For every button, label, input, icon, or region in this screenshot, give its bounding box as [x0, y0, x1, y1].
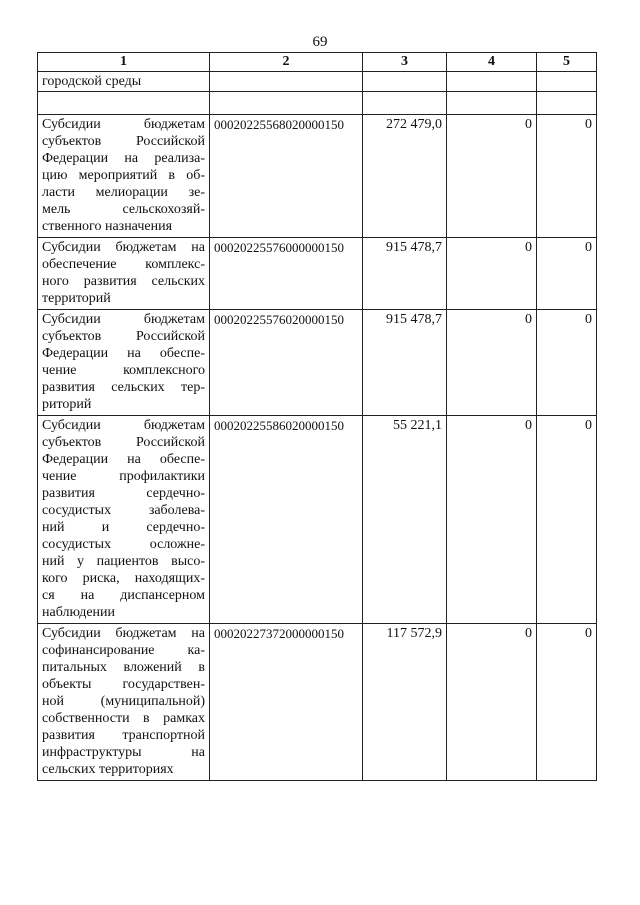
- column-5-value: 0: [537, 416, 597, 624]
- budget-code: 00020225568020000150: [210, 115, 363, 238]
- description-line: ственного назначения: [42, 219, 173, 234]
- header-row: [38, 53, 597, 72]
- description-line: Субсидии бюджетам на: [42, 240, 205, 255]
- budget-code: 00020225576020000150: [210, 310, 363, 416]
- description-line: ного развития сельских: [42, 274, 205, 289]
- description-line: территорий: [42, 291, 111, 306]
- table-row: [38, 115, 597, 238]
- description-line: мель сельскохозяй-: [42, 202, 205, 217]
- description-line: объекты государствен-: [42, 677, 205, 692]
- column-4-value: 0: [447, 238, 537, 310]
- description-line: субъектов Российской: [42, 134, 205, 149]
- column-4-value: 0: [447, 115, 537, 238]
- description-line: субъектов Российской: [42, 435, 205, 450]
- description-line: софинансирование ка-: [42, 643, 205, 658]
- description-line: чение профилактики: [42, 469, 205, 484]
- table-row: [38, 416, 597, 624]
- description-line: ний у пациентов высо-: [42, 554, 205, 569]
- description-line: цию мероприятий в об-: [42, 168, 205, 183]
- description-line: ласти мелиорации зе-: [42, 185, 205, 200]
- empty-cell: [537, 92, 597, 115]
- empty-cell: [363, 92, 447, 115]
- column-4-value: 0: [447, 416, 537, 624]
- empty-cell: [210, 72, 363, 92]
- continuation-row: [38, 72, 597, 92]
- column-5-value: 0: [537, 624, 597, 781]
- description-line: ний и сердечно-: [42, 520, 205, 535]
- budget-code: 00020225576000000150: [210, 238, 363, 310]
- column-4-value: 0: [447, 624, 537, 781]
- amount: 55 221,1: [363, 416, 447, 624]
- column-5-value: 0: [537, 310, 597, 416]
- row-description: [38, 624, 210, 781]
- description-line: ной (муниципальной): [42, 694, 205, 709]
- budget-table: [37, 52, 597, 781]
- description-line: чение комплексного: [42, 363, 205, 378]
- table-row: [38, 238, 597, 310]
- row-description: [38, 310, 210, 416]
- description-line: Федерации на обеспе-: [42, 452, 205, 467]
- header-cell-3: 3: [363, 53, 447, 72]
- column-5-value: 0: [537, 238, 597, 310]
- amount: 272 479,0: [363, 115, 447, 238]
- description-line: Субсидии бюджетам на: [42, 626, 205, 641]
- empty-cell: [210, 92, 363, 115]
- description-line: сосудистых осложне-: [42, 537, 205, 552]
- row-description: [38, 238, 210, 310]
- continuation-text: городской среды: [38, 72, 210, 92]
- table-row: [38, 624, 597, 781]
- row-description: [38, 115, 210, 238]
- description-line: Субсидии бюджетам: [42, 117, 205, 132]
- header-cell-1: 1: [38, 53, 210, 72]
- budget-code: 00020227372000000150: [210, 624, 363, 781]
- description-line: развития сельских тер-: [42, 380, 205, 395]
- empty-cell: [38, 92, 210, 115]
- amount: 915 478,7: [363, 238, 447, 310]
- description-line: Субсидии бюджетам: [42, 418, 205, 433]
- description-line: Субсидии бюджетам: [42, 312, 205, 327]
- description-line: сосудистых заболева-: [42, 503, 205, 518]
- description-line: инфраструктуры на: [42, 745, 205, 760]
- description-line: кого риска, находящих-: [42, 571, 205, 586]
- description-line: сельских территориях: [42, 762, 174, 777]
- empty-cell: [363, 72, 447, 92]
- description-line: развития транспортной: [42, 728, 205, 743]
- description-line: развития сердечно-: [42, 486, 205, 501]
- amount: 117 572,9: [363, 624, 447, 781]
- page-number: 69: [312, 34, 328, 50]
- description-line: субъектов Российской: [42, 329, 205, 344]
- description-line: наблюдении: [42, 605, 116, 620]
- description-line: ся на диспансерном: [42, 588, 205, 603]
- description-line: Федерации на реализа-: [42, 151, 205, 166]
- column-5-value: 0: [537, 115, 597, 238]
- table-row: [38, 310, 597, 416]
- header-cell-4: 4: [447, 53, 537, 72]
- empty-cell: [537, 72, 597, 92]
- header-cell-2: 2: [210, 53, 363, 72]
- description-line: питальных вложений в: [42, 660, 205, 675]
- description-line: обеспечение комплекс-: [42, 257, 205, 272]
- empty-cell: [447, 72, 537, 92]
- column-4-value: 0: [447, 310, 537, 416]
- spacer-row: [38, 92, 597, 115]
- amount: 915 478,7: [363, 310, 447, 416]
- row-description: [38, 416, 210, 624]
- budget-code: 00020225586020000150: [210, 416, 363, 624]
- description-line: Федерации на обеспе-: [42, 346, 205, 361]
- description-line: риторий: [42, 397, 92, 412]
- description-line: собственности в рамках: [42, 711, 205, 726]
- empty-cell: [447, 92, 537, 115]
- header-cell-5: 5: [537, 53, 597, 72]
